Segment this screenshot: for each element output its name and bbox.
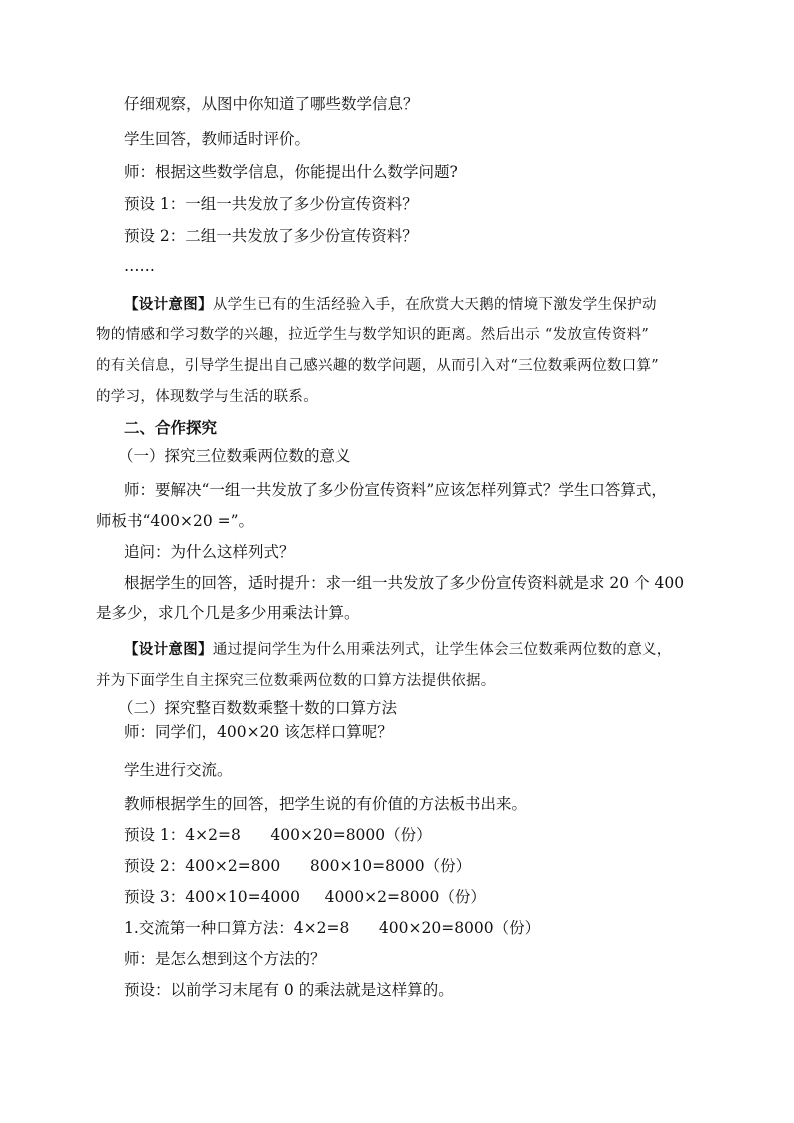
section-heading: 二、合作探究 <box>124 419 218 437</box>
note-line: 物的情感和学习数学的兴趣，拉近学生与数学知识的距离。然后出示 “发放宣传资料” <box>96 327 650 343</box>
text-line: 预设 2：400×2=800 800×10=8000（份） <box>124 857 472 875</box>
text-line: 师：根据这些数学信息，你能提出什么数学问题? <box>124 163 458 181</box>
text-line: 预设 1：一组一共发放了多少份宣传资料？ <box>124 195 418 213</box>
note-line: 并为下面学生自主探究三位数乘两位数的口算方法提供依据。 <box>96 673 496 689</box>
text-line: 预设：以前学习末尾有 0 的乘法就是这样算的。 <box>124 981 454 999</box>
text-line: 根据学生的回答，适时提升：求一组一共发放了多少份宣传资料就是求 20 个 400 <box>124 574 685 592</box>
text-line: 仔细观察，从图中你知道了哪些数学信息？ <box>124 95 419 113</box>
subsection-heading: （二）探究整百数数乘整十数的口算方法 <box>118 699 398 717</box>
text-line: 预设 3：400×10=4000 4000×2=8000（份） <box>124 888 486 906</box>
text-line: 师：要解决“一组一共发放了多少份宣传资料”应该怎样列算式？学生口答算式， <box>124 481 667 499</box>
note-line: 从学生已有的生活经验入手，在欣赏大天鹅的情境下激发学生保护动 <box>212 297 657 313</box>
text-line: 学生进行交流。 <box>124 761 233 779</box>
text-line: 师：同学们，400×20 该怎样口算呢？ <box>124 723 393 741</box>
text-line: 教师根据学生的回答，把学生说的有价值的方法板书出来。 <box>124 795 528 813</box>
subsection-heading: （一）探究三位数乘两位数的意义 <box>118 447 351 465</box>
text-line: 1.交流第一种口算方法：4×2=8 400×20=8000（份） <box>124 919 541 937</box>
design-intent-tag: 【设计意图】 <box>124 297 213 313</box>
design-intent-note <box>124 640 684 660</box>
ellipsis: …… <box>124 257 155 275</box>
text-line: 追问：为什么这样列式？ <box>124 543 295 561</box>
text-line: 师板书“400×20 =”。 <box>96 512 255 530</box>
text-line: 预设 1：4×2=8 400×20=8000（份） <box>124 826 432 844</box>
note-line: 的学习，体现数学与生活的联系。 <box>96 389 318 405</box>
text-line: 学生回答，教师适时评价。 <box>124 130 311 148</box>
text-line: 预设 2：二组一共发放了多少份宣传资料？ <box>124 227 418 245</box>
design-intent-tag: 【设计意图】 <box>124 642 213 658</box>
text-line: 是多少，求几个几是多少用乘法计算。 <box>96 604 360 622</box>
design-intent-note <box>124 295 684 315</box>
text-line: 师：是怎么想到这个方法的？ <box>124 950 326 968</box>
note-line: 的有关信息，引导学生提出自己感兴趣的数学问题，从而引入对“三位数乘两位数口算” <box>96 358 660 374</box>
note-line: 通过提问学生为什么用乘法列式，让学生体会三位数乘两位数的意义， <box>212 642 672 658</box>
